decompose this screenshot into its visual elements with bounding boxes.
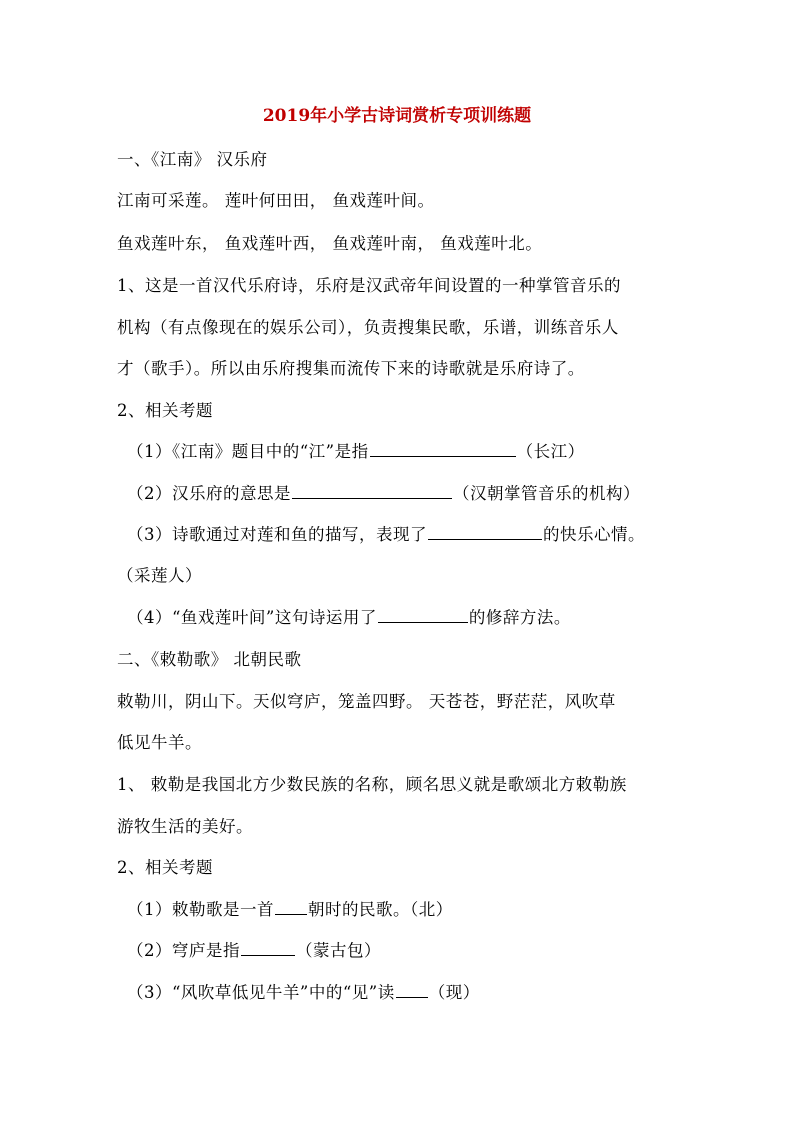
answer-blank xyxy=(396,981,428,998)
section2-question-2 xyxy=(127,939,381,963)
section2-poem-line-1: 敕勒川，阴山下。天似穹庐，笼盖四野。 天苍苍，野茫茫，风吹草 xyxy=(117,692,616,711)
question-text: （3）“风吹草低见牛羊”中的“见”读 xyxy=(127,983,395,1002)
question-answer: 朝时的民歌。（北） xyxy=(308,900,453,919)
section2-poem-line-2: 低见牛羊。 xyxy=(117,733,202,752)
question-answer: （长江） xyxy=(516,442,585,461)
document-title: 2019年小学古诗词赏析专项训练题 xyxy=(262,106,532,126)
question-text: （3）诗歌通过对莲和鱼的描写，表现了 xyxy=(127,525,427,544)
answer-blank xyxy=(292,482,452,499)
section2-note-line-1: 1、 敕勒是我国北方少数民族的名称，顾名思义就是歌颂北方敕勒族 xyxy=(117,775,627,794)
section1-note-line-3: 才（歌手）。所以由乐府搜集而流传下来的诗歌就是乐府诗了。 xyxy=(117,359,585,378)
section2-questions-heading: 2、相关考题 xyxy=(117,858,213,877)
answer-blank xyxy=(428,523,542,540)
question-answer: （现） xyxy=(428,983,480,1002)
section1-poem-line-2: 鱼戏莲叶东， 鱼戏莲叶西， 鱼戏莲叶南， 鱼戏莲叶北。 xyxy=(117,234,543,253)
section1-note-line-2: 机构（有点像现在的娱乐公司），负责搜集民歌，乐谱，训练音乐人 xyxy=(117,318,619,337)
question-text: （4）“鱼戏莲叶间”这句诗运用了 xyxy=(127,608,377,627)
section1-question-4 xyxy=(127,606,571,630)
section1-poem-line-1: 江南可采莲。 莲叶何田田， 鱼戏莲叶间。 xyxy=(117,191,435,210)
question-text: （2）穹庐是指 xyxy=(127,941,240,960)
section2-question-1 xyxy=(127,898,453,922)
answer-blank xyxy=(378,606,468,623)
section1-question-2 xyxy=(127,482,640,506)
answer-blank xyxy=(370,440,516,457)
question-text: （1）敕勒歌是一首 xyxy=(127,900,274,919)
question-text: （2）汉乐府的意思是 xyxy=(127,484,291,503)
section2-note-line-2: 游牧生活的美好。 xyxy=(117,817,253,836)
section1-questions-heading: 2、相关考题 xyxy=(117,401,213,420)
section2-heading: 二、《敕勒歌》 北朝民歌 xyxy=(117,650,302,669)
answer-blank xyxy=(275,898,307,915)
section1-question-3 xyxy=(127,523,645,547)
section1-heading: 一、《江南》 汉乐府 xyxy=(117,150,268,169)
question-answer: （蒙古包） xyxy=(296,941,381,960)
section1-note-line-1: 1、这是一首汉代乐府诗，乐府是汉武帝年间设置的一种掌管音乐的 xyxy=(117,276,621,295)
section2-question-3 xyxy=(127,981,480,1005)
question-text-end: 的快乐心情。 xyxy=(543,525,645,544)
question-text: （1）《江南》题目中的“江”是指 xyxy=(127,442,369,461)
answer-blank xyxy=(241,939,295,956)
question-answer: （汉朝掌管音乐的机构） xyxy=(453,484,640,503)
section1-question-3-answer: （采莲人） xyxy=(117,566,202,585)
section1-question-1 xyxy=(127,440,585,464)
question-text-end: 的修辞方法。 xyxy=(468,608,571,627)
